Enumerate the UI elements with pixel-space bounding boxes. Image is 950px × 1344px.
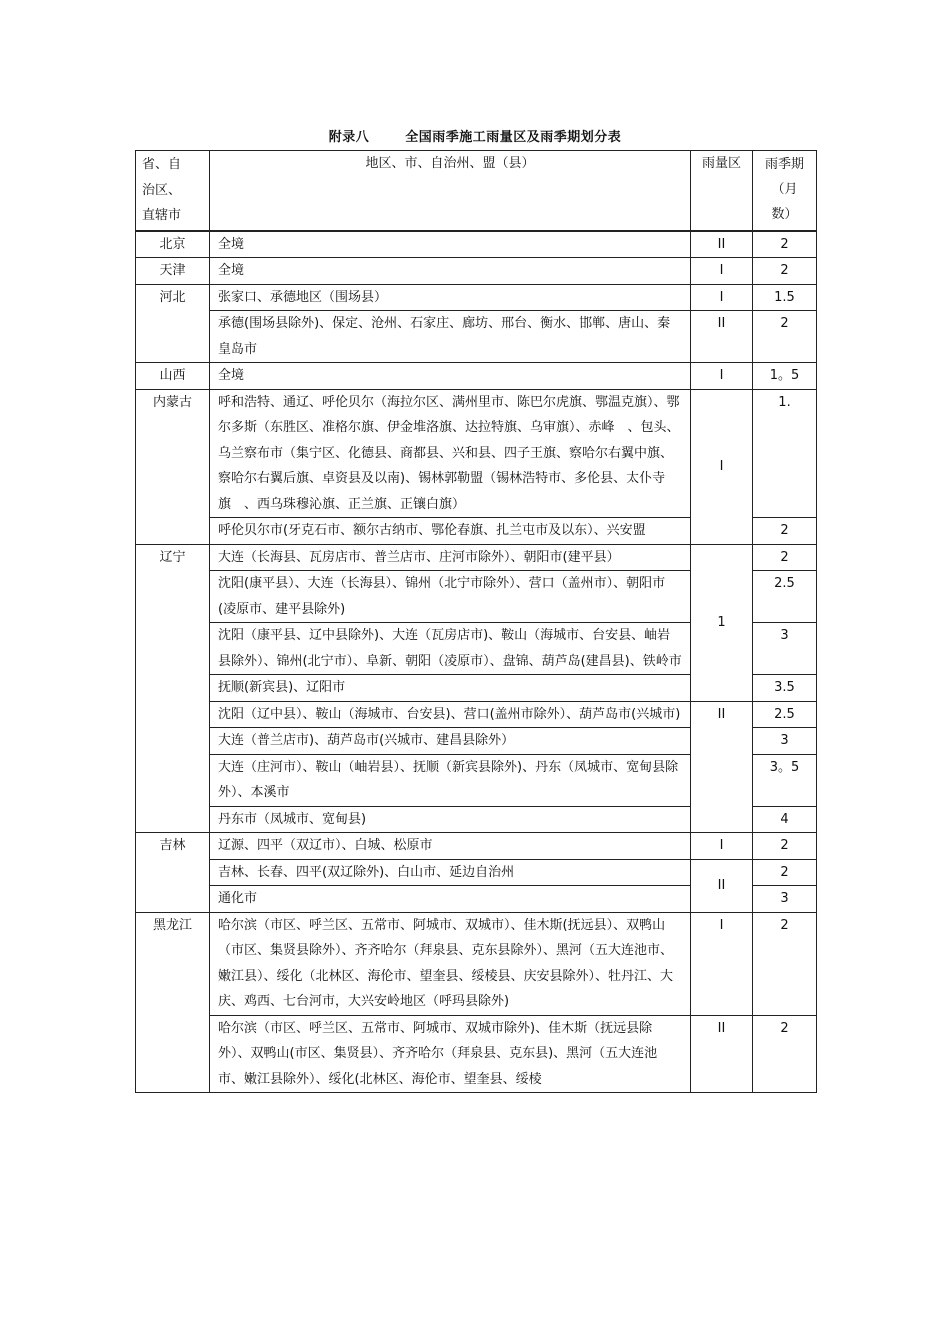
period-cell: 1.	[753, 389, 817, 518]
period-cell: 2	[753, 859, 817, 886]
header-region: 地区、市、自治州、盟（县）	[210, 151, 691, 231]
period-cell: 3	[753, 886, 817, 913]
table-row	[136, 912, 817, 1015]
region-cell: 张家口、承德地区（围场县）	[210, 284, 691, 311]
region-cell: 大连（庄河市）、鞍山（岫岩县）、抚顺（新宾县除外)、丹东（凤城市、宽甸县除外）、本溪市	[210, 754, 691, 806]
period-cell: 2	[753, 231, 817, 258]
zone-cell: I	[691, 284, 753, 311]
region-cell: 哈尔滨（市区、呼兰区、五常市、阿城市、双城市）、佳木斯(抚远县）、双鸭山（市区、集贤县除外）、齐齐哈尔（拜泉县、克东县除外）、黑河（五大连池市、嫩江县）、绥化（北林区、海伦市、望奎县、绥棱县、庆安县除外）、牡丹江、大庆、鸡西、七台河市，大兴安岭地区（呼玛县除外)	[210, 912, 691, 1015]
region-cell: 哈尔滨（市区、呼兰区、五常市、阿城市、双城市除外)、佳木斯（抚远县除外）、双鸭山(市区、集贤县）、齐齐哈尔（拜泉县、克东县)、黑河（五大连池市、嫩江县除外）、绥化(北林区、海伦市、望奎县、绥棱	[210, 1015, 691, 1093]
table-header-row	[136, 151, 817, 231]
header-zone: 雨量区	[691, 151, 753, 231]
table-row	[136, 284, 817, 311]
region-cell: 全境	[210, 231, 691, 258]
period-cell: 2	[753, 833, 817, 860]
rain-zone-table	[135, 150, 817, 1093]
period-cell: 2	[753, 1015, 817, 1093]
header-period: 雨季期 （月 数）	[753, 151, 817, 231]
zone-cell: II	[691, 859, 753, 912]
region-cell: 辽源、四平（双辽市）、白城、松原市	[210, 833, 691, 860]
province-cell: 辽宁	[136, 544, 210, 833]
period-cell: 3。5	[753, 754, 817, 806]
period-cell: 2	[753, 912, 817, 1015]
province-cell: 北京	[136, 231, 210, 258]
table-row	[136, 833, 817, 860]
table-row	[136, 363, 817, 390]
table-row	[136, 258, 817, 285]
region-cell: 吉林、长春、四平(双辽除外)、白山市、延边自治州	[210, 859, 691, 886]
table-row	[136, 231, 817, 258]
appendix-label: 附录八	[328, 130, 370, 145]
zone-cell: II	[691, 231, 753, 258]
region-cell: 大连（普兰店市)、葫芦岛市(兴城市、建昌县除外）	[210, 728, 691, 755]
header-province: 省、自 治区、 直辖市	[136, 151, 210, 231]
region-cell: 沈阳(康平县）、大连（长海县）、锦州（北宁市除外）、营口（盖州市）、朝阳市(凌原市、建平县除外)	[210, 571, 691, 623]
province-cell: 天津	[136, 258, 210, 285]
table-row	[136, 1015, 817, 1093]
period-cell: 2	[753, 311, 817, 363]
table-title: 全国雨季施工雨量区及雨季期划分表	[405, 130, 622, 145]
period-cell: 2	[753, 518, 817, 545]
province-cell: 吉林	[136, 833, 210, 913]
period-cell: 2	[753, 544, 817, 571]
region-cell: 沈阳（康平县、辽中县除外)、大连（瓦房店市)、鞍山（海城市、台安县、岫岩县除外）、锦州(北宁市）、阜新、朝阳（凌原市）、盘锦、葫芦岛(建昌县)、铁岭市	[210, 623, 691, 675]
region-cell: 承德(围场县除外)、保定、沧州、石家庄、廊坊、邢台、衡水、邯郸、唐山、秦皇岛市	[210, 311, 691, 363]
period-cell: 3.5	[753, 675, 817, 702]
table-row	[136, 859, 817, 886]
province-cell: 山西	[136, 363, 210, 390]
zone-cell: II	[691, 1015, 753, 1093]
region-cell: 沈阳（辽中县）、鞍山（海城市、台安县)、营口(盖州市除外）、葫芦岛市(兴城市)	[210, 701, 691, 728]
page-title	[0, 126, 950, 145]
zone-cell: I	[691, 363, 753, 390]
zone-cell: I	[691, 389, 753, 544]
table-row	[136, 544, 817, 571]
region-cell: 呼伦贝尔市(牙克石市、额尔古纳市、鄂伦春旗、扎兰屯市及以东）、兴安盟	[210, 518, 691, 545]
period-cell: 4	[753, 806, 817, 833]
region-cell: 全境	[210, 258, 691, 285]
zone-cell: II	[691, 701, 753, 833]
table-row	[136, 311, 817, 363]
zone-cell: II	[691, 311, 753, 363]
period-cell: 1。5	[753, 363, 817, 390]
period-cell: 3	[753, 623, 817, 675]
table-row	[136, 701, 817, 728]
province-cell: 内蒙古	[136, 389, 210, 544]
province-cell: 河北	[136, 284, 210, 363]
region-cell: 全境	[210, 363, 691, 390]
region-cell: 呼和浩特、通辽、呼伦贝尔（海拉尔区、满州里市、陈巴尔虎旗、鄂温克旗）、鄂尔多斯（东胜区、准格尔旗、伊金堆洛旗、达拉特旗、乌审旗）、赤峰 、包头、乌兰察布市（集宁区、化德县、商都县、兴和县、四子王旗、察哈尔右翼中旗、察哈尔右翼后旗、卓资县及以南)、锡林郭勒盟（锡林浩特市、多伦县、太仆寺旗 、西乌珠穆沁旗、正兰旗、正镶白旗）	[210, 389, 691, 518]
region-cell: 丹东市（凤城市、宽甸县)	[210, 806, 691, 833]
period-cell: 1.5	[753, 284, 817, 311]
period-cell: 3	[753, 728, 817, 755]
province-cell: 黑龙江	[136, 912, 210, 1093]
zone-cell: I	[691, 912, 753, 1015]
period-cell: 2	[753, 258, 817, 285]
period-cell: 2.5	[753, 701, 817, 728]
zone-cell: 1	[691, 544, 753, 701]
period-cell: 2.5	[753, 571, 817, 623]
table-row	[136, 389, 817, 518]
region-cell: 抚顺(新宾县)、辽阳市	[210, 675, 691, 702]
zone-cell: I	[691, 258, 753, 285]
region-cell: 大连（长海县、瓦房店市、普兰店市、庄河市除外）、朝阳市(建平县）	[210, 544, 691, 571]
region-cell: 通化市	[210, 886, 691, 913]
zone-cell: I	[691, 833, 753, 860]
